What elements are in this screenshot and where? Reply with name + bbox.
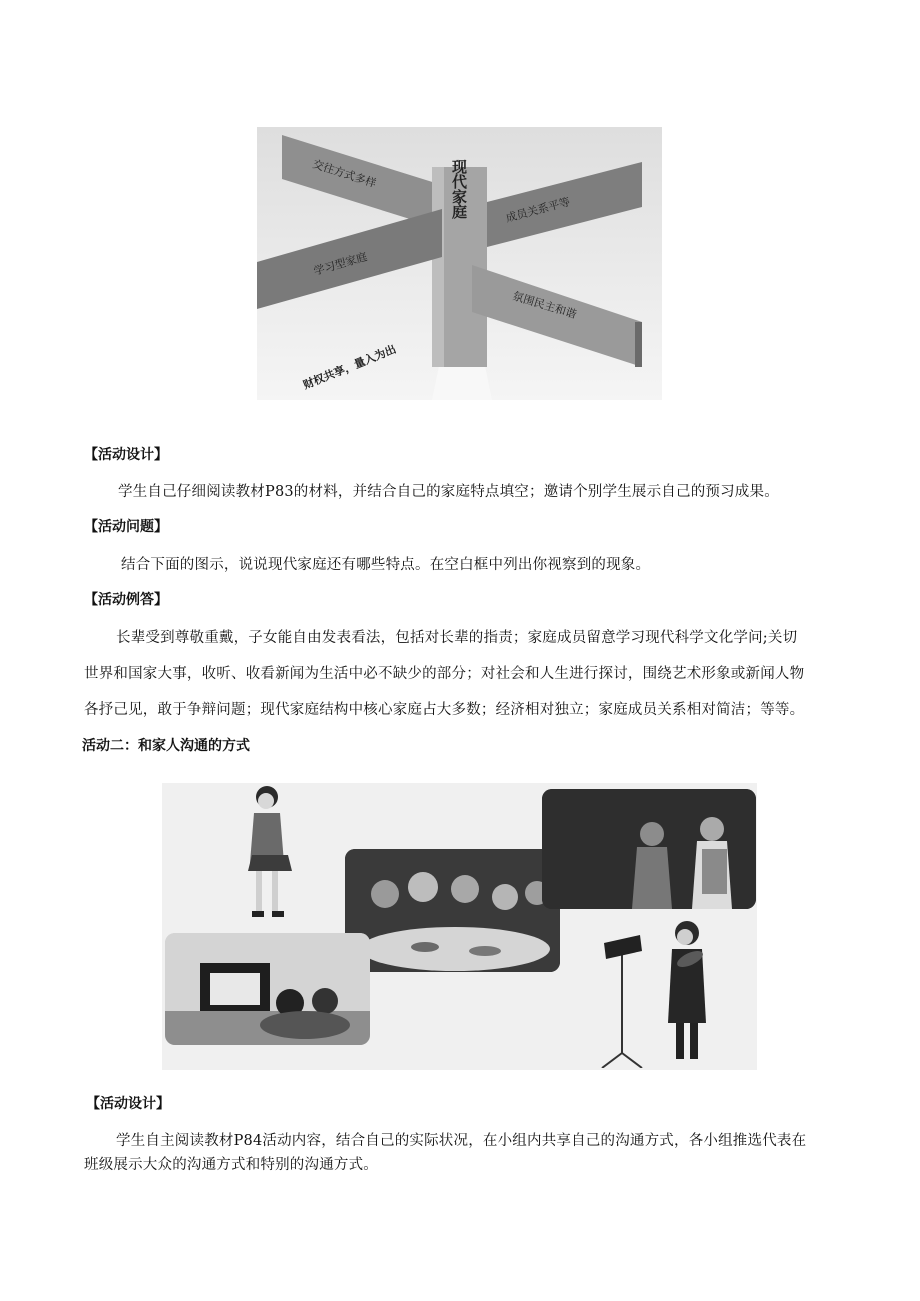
- activity-answer-heading: 【活动例答】: [84, 592, 168, 608]
- sign-text-3: 学习型家庭: [312, 250, 369, 278]
- activity-design-heading-2: 【活动设计】: [86, 1096, 170, 1112]
- couch-chat-photo: [165, 933, 370, 1045]
- activity-design-text: 学生自己仔细阅读教材P83的材料，并结合自己的家庭特点填空；邀请个别学生展示自己的预习成果。: [118, 484, 779, 500]
- answer-line-1: 长辈受到尊敬重戴，子女能自由发表看法，包括对长辈的指责；家庭成员留意学习现代科学文化学问;关切: [116, 630, 798, 646]
- violin-player-photo: [592, 913, 712, 1068]
- answer-line-2: 世界和国家大事，收听、收看新闻为生活中必不缺少的部分；对社会和人生进行探讨，围绕艺术形象或新闻人物: [84, 666, 805, 682]
- signpost-illustration: [257, 127, 662, 400]
- activity-question-heading: 【活动问题】: [84, 519, 168, 535]
- design2-line-1: 学生自主阅读教材P84活动内容，结合自己的实际状况，在小组内共享自己的沟通方式，各小组推选代表在: [116, 1133, 807, 1149]
- answer-line-3: 各抒己见，敢于争辩问题；现代家庭结构中核心家庭占大多数；经济相对独立；家庭成员关系相对简洁；等等。: [84, 702, 805, 718]
- sign-text-1: 交往方式多样: [311, 157, 378, 191]
- activity-design-heading: 【活动设计】: [84, 447, 168, 463]
- activity-two-title: 活动二：和家人沟通的方式: [82, 738, 250, 754]
- outdoor-conversation-photo: [542, 789, 756, 909]
- sign-text-2: 成员关系平等: [504, 195, 572, 225]
- floor-text: 财权共享，量入为出: [301, 342, 398, 392]
- signpost-figure: [257, 127, 662, 400]
- girl-on-phone-photo: [222, 783, 302, 928]
- activity-question-text: 结合下面的图示，说说现代家庭还有哪些特点。在空白框中列出你视察到的现象。: [121, 557, 651, 573]
- post-label: 现代家庭: [450, 159, 468, 219]
- design2-line-2: 班级展示大众的沟通方式和特别的沟通方式。: [84, 1157, 378, 1173]
- family-dinner-photo: [345, 849, 560, 972]
- communication-collage: [162, 783, 757, 1070]
- sign-text-4: 氛围民主和谐: [511, 289, 579, 322]
